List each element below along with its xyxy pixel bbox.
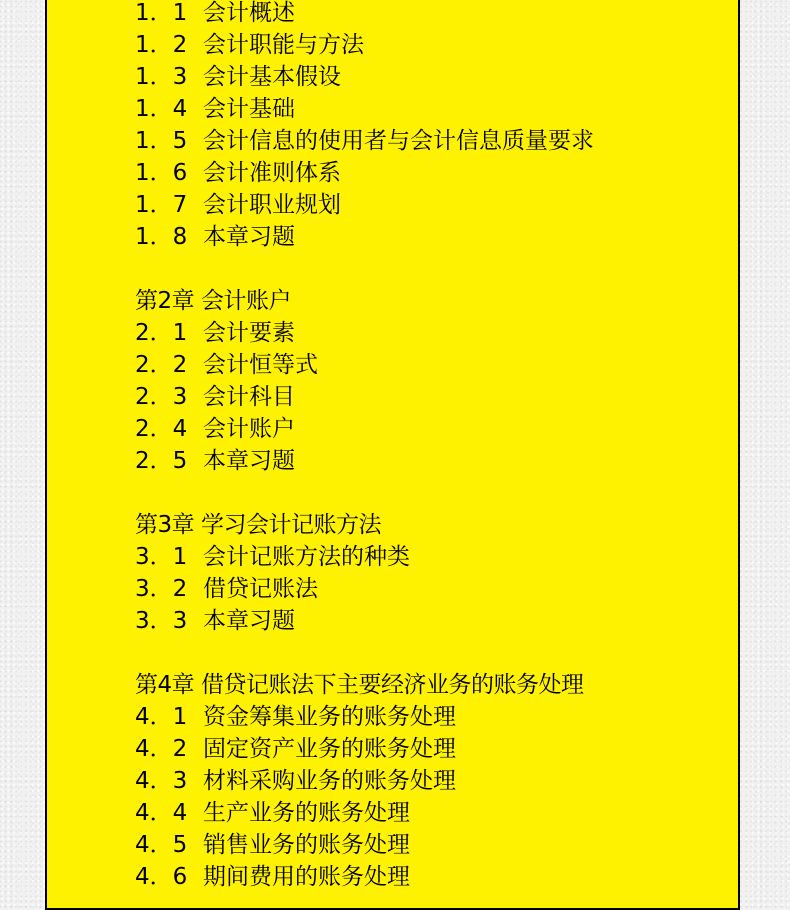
section-number: 2．2 [135, 352, 188, 378]
toc-item [135, 445, 735, 477]
chapter-spacer [135, 477, 735, 509]
section-title: 会计记账方法的种类 [203, 544, 410, 570]
section-title: 资金筹集业务的账务处理 [203, 704, 456, 730]
section-title: 本章习题 [203, 448, 295, 474]
toc-item [135, 317, 735, 349]
chapter-heading: 第2章 会计账户 [135, 288, 291, 314]
toc-item [135, 573, 735, 605]
toc-item [135, 797, 735, 829]
section-number: 2．3 [135, 384, 188, 410]
section-number: 4．6 [135, 864, 188, 890]
section-number: 3．3 [135, 608, 188, 634]
toc-item [135, 605, 735, 637]
chapter-spacer [135, 637, 735, 669]
toc-item [135, 221, 735, 253]
toc-item [135, 381, 735, 413]
section-title: 材料采购业务的账务处理 [203, 768, 456, 794]
section-number: 2．1 [135, 320, 188, 346]
toc-item [135, 701, 735, 733]
section-title: 会计职能与方法 [203, 32, 364, 58]
section-number: 2．4 [135, 416, 188, 442]
section-title: 会计信息的使用者与会计信息质量要求 [203, 128, 594, 154]
chapter-heading: 第3章 学习会计记账方法 [135, 512, 381, 538]
toc-item [135, 157, 735, 189]
section-title: 会计恒等式 [203, 352, 318, 378]
table-of-contents [135, 0, 735, 893]
toc-item [135, 829, 735, 861]
section-number: 4．1 [135, 704, 188, 730]
toc-item [135, 861, 735, 893]
section-number: 1．3 [135, 64, 188, 90]
section-number: 1．7 [135, 192, 188, 218]
section-title: 借贷记账法 [203, 576, 318, 602]
section-number: 4．3 [135, 768, 188, 794]
section-title: 会计要素 [203, 320, 295, 346]
section-title: 会计概述 [203, 0, 295, 26]
section-number: 1．1 [135, 0, 188, 26]
section-number: 1．8 [135, 224, 188, 250]
section-title: 期间费用的账务处理 [203, 864, 410, 890]
section-title: 本章习题 [203, 224, 295, 250]
section-number: 1．4 [135, 96, 188, 122]
toc-item [135, 765, 735, 797]
toc-item [135, 0, 735, 29]
chapter-spacer [135, 253, 735, 285]
toc-item [135, 541, 735, 573]
section-number: 3．2 [135, 576, 188, 602]
section-title: 会计基本假设 [203, 64, 341, 90]
section-title: 会计基础 [203, 96, 295, 122]
section-title: 固定资产业务的账务处理 [203, 736, 456, 762]
section-number: 4．5 [135, 832, 188, 858]
section-number: 4．4 [135, 800, 188, 826]
section-title: 生产业务的账务处理 [203, 800, 410, 826]
toc-item [135, 733, 735, 765]
toc-item [135, 29, 735, 61]
section-title: 会计账户 [203, 416, 295, 442]
toc-item [135, 189, 735, 221]
section-number: 1．2 [135, 32, 188, 58]
section-number: 1．5 [135, 128, 188, 154]
toc-panel [45, 0, 740, 910]
section-title: 会计科目 [203, 384, 295, 410]
toc-item [135, 93, 735, 125]
section-number: 1．6 [135, 160, 188, 186]
section-number: 4．2 [135, 736, 188, 762]
toc-item [135, 61, 735, 93]
section-number: 3．1 [135, 544, 188, 570]
chapter-heading: 第4章 借贷记账法下主要经济业务的账务处理 [135, 672, 584, 698]
toc-item [135, 413, 735, 445]
section-number: 2．5 [135, 448, 188, 474]
section-title: 会计准则体系 [203, 160, 341, 186]
toc-item [135, 349, 735, 381]
section-title: 本章习题 [203, 608, 295, 634]
section-title: 销售业务的账务处理 [203, 832, 410, 858]
toc-item [135, 125, 735, 157]
section-title: 会计职业规划 [203, 192, 341, 218]
